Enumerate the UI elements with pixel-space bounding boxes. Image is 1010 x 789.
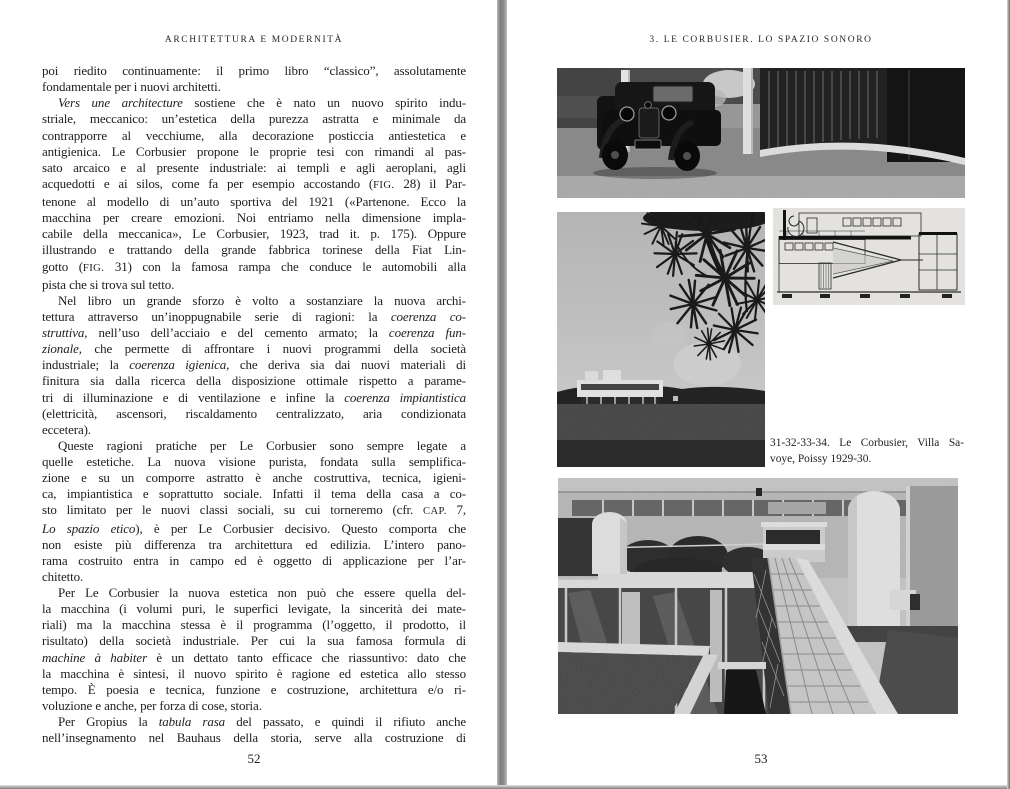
page-gutter xyxy=(497,0,507,785)
text-line: rama costruito entra in campo ed è oggetto di applicazione per l’ar- xyxy=(42,552,466,568)
page-number-right: 53 xyxy=(754,751,768,766)
text-line: poi riedito continuamente: il primo libro “classico”, assolutamente xyxy=(42,63,466,78)
page-number-left: 52 xyxy=(247,751,261,766)
text-line: riali) ma la macchina stessa è il programma (l’oggetto, il prodotto, il xyxy=(42,617,466,633)
text-line: nell’insegnamento nel Bauhaus della storia, serve alla costruzione di xyxy=(42,730,466,746)
text-line: industriale; la coerenza igienica, che deriva sia dai nuovi materiali di xyxy=(42,357,466,373)
text-line: Per Le Corbusier la nuova estetica non può che essere quella del- xyxy=(58,585,466,600)
figure-caption xyxy=(770,436,964,467)
running-header-right: 3. LE CORBUSIER. LO SPAZIO SONORO xyxy=(649,35,873,45)
text-line: illustrando e trattando della grande fabbrica torinese della Fiat Lin- xyxy=(42,242,466,258)
text-line: macchina per creare emozioni. Noi entriamo nella dimensione impla- xyxy=(42,210,466,226)
text-line: ca, impiantistica e soprattutto sociale. Infatti il tema della casa a co- xyxy=(42,486,466,502)
text-line: la macchina (i volumi puri, le superfici levigate, la sincerità dei mate- xyxy=(42,601,466,617)
text-line: gotto (FIG. 31) con la famosa rampa che conduce le automobili alla xyxy=(42,258,466,274)
text-line: Queste ragioni pratiche per Le Corbusier sono sempre legate a xyxy=(58,437,466,453)
figure-villa-savoye-field-photo xyxy=(557,212,765,467)
text-line: chitetto. xyxy=(42,568,84,584)
text-line: tenone al modello di un’auto sportiva del 1921 («Partenone. Ecco la xyxy=(42,194,466,209)
page-bottom-edge xyxy=(0,785,1010,789)
caption-line: voye, Poissy 1929-30. xyxy=(770,452,872,465)
running-header-left: ARCHITETTURA E MODERNITÀ xyxy=(164,35,344,45)
text-line: voluzione e anche, per forza di cose, storia. xyxy=(42,697,262,713)
text-line: machine à habiter è un dettato tanto efficace che riassuntivo: dato che xyxy=(42,649,466,665)
figure-villa-savoye-car-photo xyxy=(557,68,965,198)
text-line: non esiste più differenza tra architettura ed edilizia. L’intero pano- xyxy=(42,536,466,552)
text-line: sto limitato per le nuovi classi sociali, su cui torneremo (cfr. CAP. 7, xyxy=(42,502,467,518)
body-text-column xyxy=(42,63,466,746)
text-line: Per Gropius la tabula rasa del passato, e quindi il rifiuto anche xyxy=(58,714,466,729)
caption-line: 31-32-33-34. Le Corbusier, Villa Sa- xyxy=(770,437,964,449)
text-line: zione e su un comporre astratto è anche costruttiva, tecnica, igieni- xyxy=(42,470,466,486)
text-line: finitura sia dalla ricerca della disposizione ottimale rispetto a parame- xyxy=(42,373,466,389)
text-line: striale, meccanico: un’estetica della purezza astratta e minimale da xyxy=(42,111,466,127)
text-line: acquedotti e ai silos, come fa per esempio accostando (FIG. 28) il Par- xyxy=(42,175,466,191)
text-line: pista che si trova sul tetto. xyxy=(42,276,175,292)
text-line: contrapporre al vecchiume, alla decorazione posticcia antiestetica e xyxy=(42,127,466,143)
text-line: quelle estetiche. La nuova visione purista, fondata sulla semplifica- xyxy=(42,454,466,469)
text-line: Nel libro un grande sforzo è volto a sostanziare la nuova archi- xyxy=(58,292,466,308)
figure-villa-savoye-section-drawing xyxy=(773,208,965,305)
figure-villa-savoye-roof-terrace-photo xyxy=(558,478,958,714)
text-line: struttiva, nell’uso dell’acciaio e del cemento armato; la coerenza fun- xyxy=(42,325,466,340)
text-line: fondamentale per i nuovi architetti. xyxy=(42,79,221,95)
text-line: tempo. È poesia e tecnica, funzione e costruzione, architettura e/o ri- xyxy=(42,681,466,697)
text-line: cabile della meccanica», Le Corbusier, 1923, trad it. p. 175). Oppure xyxy=(42,226,466,242)
text-line: zionale, che permette di affrontare i nuovi programmi della società xyxy=(42,341,466,357)
text-line: tettura attraverso un’inoppugnabile serie di ragioni: la coerenza co- xyxy=(42,308,466,324)
text-line: tri di illuminazione e di ventilazione e infine la coerenza impiantistica xyxy=(42,389,466,405)
text-line: Vers une architecture sostiene che è nato un nuovo spirito indu- xyxy=(58,95,466,111)
text-line: sato arcaico e al presente industriale: ai templi e agli aeroplani, agli xyxy=(42,159,466,175)
text-line: risultato) della società industriale. Per cui la sua famosa formula di xyxy=(42,633,466,649)
text-line: (elettricità, ascensori, riscaldamento centralizzato, aria condizionata xyxy=(42,405,466,421)
text-line: antigienica. Le Corbusier propone le proprie tesi con rimandi al pas- xyxy=(42,143,466,159)
text-line: Lo spazio etico), è per Le Corbusier decisivo. Questo comporta che xyxy=(42,520,466,536)
text-line: la macchina è sintesi, il nuovo spirito è ragione ed estetica allo stesso xyxy=(42,665,466,681)
text-line: eccetera). xyxy=(42,421,91,437)
